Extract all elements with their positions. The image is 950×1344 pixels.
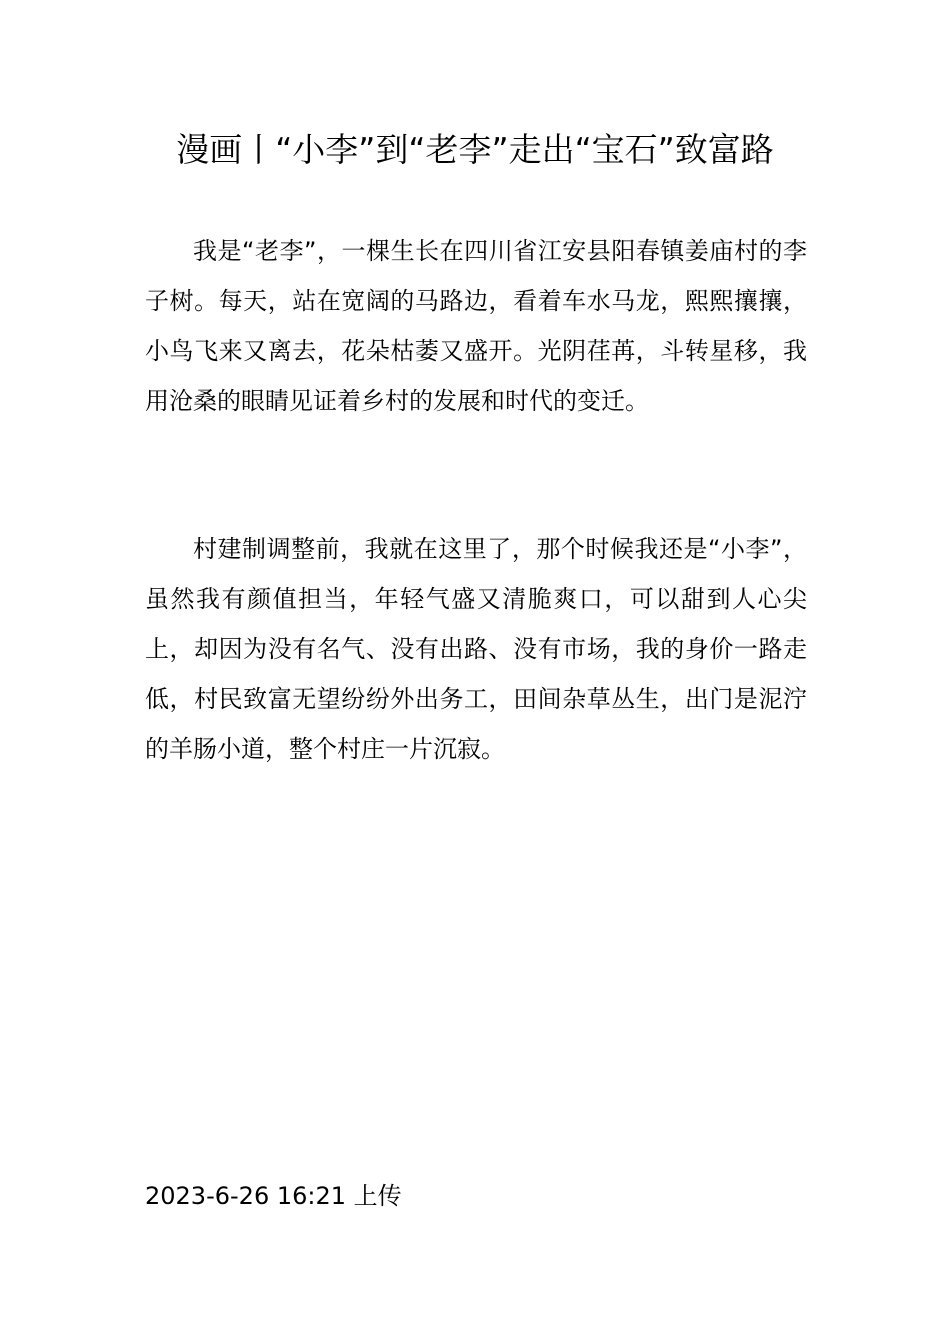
document-title: 漫画丨“小李”到“老李”走出“宝石”致富路 xyxy=(176,130,774,169)
paragraph-intro: 我是“老李”，一棵生长在四川省江安县阳春镇姜庙村的李子树。每天，站在宽阔的马路边，看着车水马龙，熙熙攘攘，小鸟飞来又离去，花朵枯萎又盛开。光阴荏苒，斗转星移，我用沧桑的眼睛见证着乡村的发展和时代的变迁。 xyxy=(145,237,807,415)
upload-timestamp: 2023-6-26 16:21 上传 xyxy=(145,1182,402,1210)
paragraph-history: 村建制调整前，我就在这里了，那个时候我还是“小李”，虽然我有颜值担当，年轻气盛又清脆爽口，可以甜到人心尖上，却因为没有名气、没有出路、没有市场，我的身价一路走低，村民致富无望纷纷外出务工，田间杂草丛生，出门是泥泞的羊肠小道，整个村庄一片沉寂。 xyxy=(145,535,807,763)
